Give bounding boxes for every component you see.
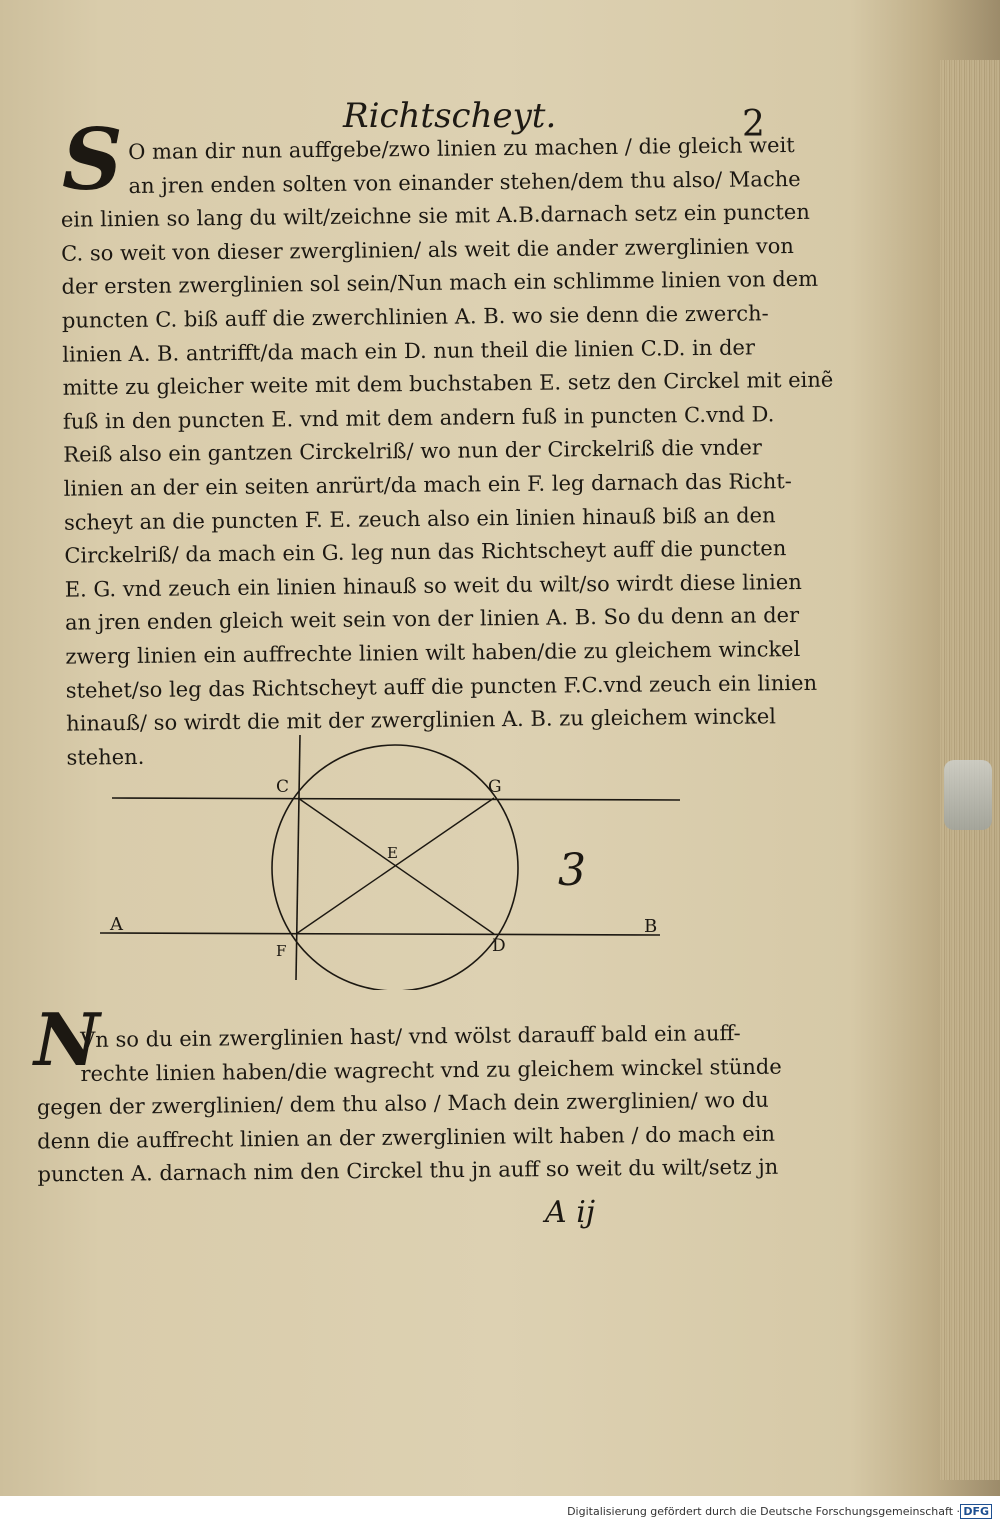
geometry-diagram — [100, 730, 700, 990]
dropcap-paragraph2: N — [34, 997, 100, 1082]
text-line: C. so weit von dieser zwerglinien/ als weit die ander zwerglinien von — [61, 233, 794, 266]
text-line: puncten A. darnach nim den Circkel thu jn auff so weit du wilt/setz jn — [37, 1155, 779, 1187]
text-line: rechte linien haben/die wagrecht vnd zu gleichem winckel stünde — [80, 1054, 782, 1086]
text-line: ein linien so lang du wilt/zeichne sie mit A.B.darnach setz ein puncten — [60, 200, 810, 232]
line-cg — [112, 798, 680, 800]
text-line: denn die auffrecht linien an der zwerglinien wilt haben / do mach ein — [37, 1121, 776, 1154]
label-b: B — [644, 916, 658, 937]
text-line: Vn so du ein zwerglinien hast/ vnd wölst darauff bald ein auff- — [80, 1021, 741, 1052]
text-line: gegen der zwerglinien/ dem thu also / Mach dein zwerglinien/ wo du — [36, 1087, 769, 1120]
paragraph-1 — [60, 129, 834, 774]
footer-credit: Digitalisierung gefördert durch die Deutsche Forschungsgemeinschaft · — [567, 1505, 960, 1518]
text-line: E. G. vnd zeuch ein linien hinauß so weit du wilt/so wirdt diese linien — [64, 569, 802, 602]
text-line: der ersten zwerglinien sol sein/Nun mach ein schlimme linien von dem — [61, 267, 819, 300]
text-line: linien A. B. antrifft/da mach ein D. nun theil die linien C.D. in der — [62, 335, 756, 367]
label-g: G — [488, 777, 502, 797]
label-f: F — [276, 942, 287, 960]
text-line: scheyt an die puncten F. E. zeuch also ein linien hinauß biß an den — [63, 502, 776, 535]
text-line: O man dir nun auffgebe/zwo linien zu machen / die gleich weit — [128, 133, 795, 164]
text-line: fuß in den puncten E. vnd mit dem andern fuß in puncten C.vnd D. — [62, 401, 775, 434]
text-line: zwerg linien ein auffrechte linien wilt haben/die zu gleichem winckel — [65, 636, 801, 669]
dfg-logo: DFG — [960, 1504, 992, 1519]
circle — [272, 745, 518, 990]
text-line: an jren enden solten von einander stehen/dem thu also/ Mache — [128, 166, 801, 198]
figure-number: 3 — [558, 845, 586, 896]
line-ab — [100, 933, 660, 935]
catchword: A ij — [545, 1195, 596, 1230]
text-line: mitte zu gleicher weite mit dem buchstaben E. setz den Circkel mit einẽ — [62, 367, 834, 400]
label-c: C — [276, 777, 290, 797]
text-line: linien an der ein seiten anrürt/da mach ein F. leg darnach das Richt- — [63, 469, 792, 501]
text-line: Reiß also ein gantzen Circkelriß/ wo nun der Circkelriß die vnder — [63, 435, 762, 468]
text-line: an jren enden gleich weit sein von der linien A. B. So du denn an der — [64, 603, 800, 635]
page-number: 2 — [742, 104, 765, 145]
label-e: E — [387, 844, 398, 862]
dropcap-paragraph1: S — [62, 110, 123, 209]
label-a: A — [110, 914, 123, 935]
text-line: puncten C. biß auff die zwerchlinien A. B. wo sie denn die zwerch- — [61, 301, 769, 333]
text-line: hinauß/ so wirdt die mit der zwerglinien A. B. zu gleichem winckel — [66, 704, 777, 736]
text-line: stehet/so leg das Richtscheyt auff die puncten F.C.vnd zeuch ein linien — [65, 670, 818, 703]
page-clip — [944, 760, 992, 830]
text-line: stehen. — [66, 744, 145, 770]
paragraph-2 — [36, 1017, 782, 1192]
text-line: Circkelriß/ da mach ein G. leg nun das Richtscheyt auff die puncten — [64, 536, 787, 568]
label-d: D — [492, 936, 506, 956]
running-title: Richtscheyt. — [343, 96, 557, 136]
